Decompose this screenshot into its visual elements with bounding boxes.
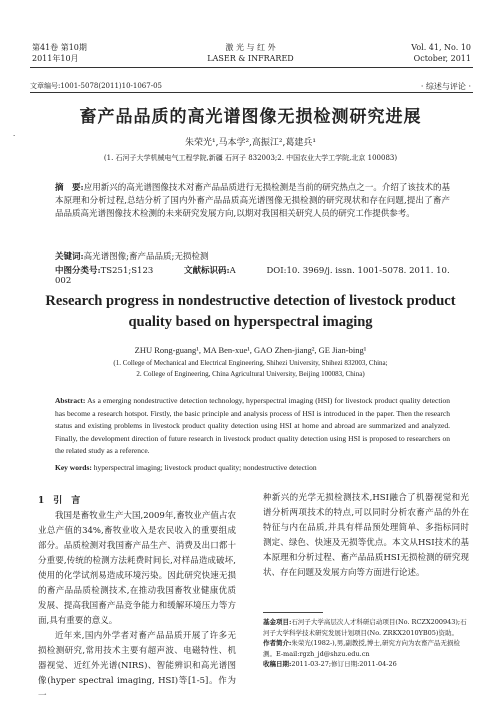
- article-rule: [30, 92, 473, 93]
- chinese-authors: 朱荣光¹,马本学²,高振江²,葛建兵¹: [184, 138, 316, 148]
- keywords-label: 关键词:: [55, 252, 84, 262]
- fund-label: 基金项目:: [263, 618, 292, 626]
- margin-mark: ·: [13, 132, 16, 140]
- section-heading: 1 引 言: [38, 496, 81, 506]
- author-label: 作者简介:: [263, 639, 292, 647]
- article-number: 文章编号:1001-5078(2011)10-1067-05: [30, 82, 162, 90]
- cls-label: 中图分类号:: [55, 266, 101, 276]
- right-column: [263, 491, 469, 581]
- header-rule: [30, 67, 473, 68]
- received-text: 2011-03-27;修订日期:2011-04-26: [291, 660, 397, 668]
- footnote-rule: [263, 612, 323, 613]
- english-keywords: [55, 463, 450, 472]
- fund-text: 石河子大学高层次人才科研启动项目(No. RCZX200943);石河子大学科学技术研究发展计划项目(No. ZRKX2010YB05)资助。: [263, 618, 467, 637]
- author-text: 朱荣光(1982-),男,副教授,博士,研究方向为农畜产品无损检测。E-mail:rgzh_jd@shzu.edu.cn: [263, 639, 460, 658]
- english-affiliation-line2: 2. College of Engineering, China Agricultural University, Beijing 100083, China): [136, 370, 365, 378]
- abstract-en-label: Abstract:: [55, 396, 86, 405]
- english-title-line2: quality based on hyperspectral imaging: [128, 314, 373, 330]
- chinese-title: 畜产品品质的高光谱图像无损检测研究进展: [79, 107, 422, 127]
- journal-name-cn: 激 光 与 红 外: [225, 43, 276, 52]
- issue-date: 2011年10月: [32, 54, 79, 63]
- classification-row: [55, 264, 450, 286]
- english-affiliation: [0, 358, 501, 380]
- english-affiliation-line1: (1. College of Mechanical and Electrical Engineering, Shihezi University, Shihezi 832003, China;: [113, 359, 388, 367]
- abstract-label: 摘 要:: [55, 183, 84, 193]
- doi: DOI:10. 3969/j. issn. 1001-5078. 2011. 10. 002: [55, 266, 450, 286]
- journal-name-en: LASER & INFRARED: [207, 54, 294, 63]
- english-abstract: [55, 395, 450, 458]
- english-title: [0, 291, 501, 333]
- cls-value: TS251;S123: [100, 266, 154, 276]
- abstract-en-text: As a emerging nondestructive detection technology, hyperspectral imaging (HSI) for livestock product quality detection has become a research hotspot. Firstly, the basic principle and analysis process of HSI is introduced in the paper. Then the research status and existing problems in livestock product quality detection using HSI at home and abroad are summarized and analyzed. Finally, the development direction of future research in livestock product quality detection using HSI is proposed to researchers on the related study as a reference.: [55, 396, 450, 455]
- left-column: [38, 509, 236, 704]
- received-label: 收稿日期:: [263, 660, 292, 668]
- volume-issue: 第41卷 第10期: [32, 43, 87, 52]
- paragraph: 种新兴的光学无损检测技术,HSI融合了机器视觉和光谱分析两项技术的特点,可以同时分析农畜产品的外在特征与内在品质,并具有样品预处理简单、多指标同时测定、绿色、快速及无损等优点。本文从HSI技术的基本原理和分析过程、畜产品品质HSI无损检测的研究现状、存在问题及发展方向等方面进行论述。: [263, 493, 469, 578]
- keywords-en-text: hyperspectral imaging; livestock product quality; nondestructive detection: [93, 463, 317, 472]
- english-authors: ZHU Rong-guang¹, MA Ben-xue¹, GAO Zhen-jiang², GE Jian-bing¹: [134, 345, 367, 355]
- paragraph: 近年来,国内外学者对畜产品品质开展了许多无损检测研究,常用技术主要有超声波、电磁特性、机器视觉、近红外光谱(NIRS)、智能辨识和高光谱图像(hyper spectral imaging, HSI)等[1-5]。作为一: [38, 631, 236, 701]
- english-title-line1: Research progress in nondestructive detection of livestock product: [45, 293, 456, 309]
- column-tag: · 综述与评论 ·: [420, 82, 471, 91]
- keywords-en-label: Key words:: [55, 463, 92, 472]
- paragraph: 我国是畜牧业生产大国,2009年,畜牧业产值占农业总产值的34%,畜牧业收入是农民收入的重要组成部分。品质检测对我国畜产品生产、消费及出口都十分重要,传统的检测方法耗费时间长,对样品造成破坏,使用的化学试剂易造成环境污染。因此研究快速无损的畜产品品质检测技术,在推动我国畜牧业健康优质发展、提高我国畜产品竞争能力和缓解环境压力等方面,具有重要的意义。: [38, 511, 236, 626]
- keywords-text: 高光谱图像;畜产品品质;无损检测: [83, 252, 209, 262]
- doc-value: A: [229, 266, 236, 276]
- journal-header: [0, 0, 501, 62]
- issue-date-en: October, 2011: [413, 54, 471, 63]
- chinese-abstract: [55, 182, 450, 221]
- volume-issue-en: Vol. 41, No. 10: [411, 43, 471, 52]
- footnote: [263, 617, 469, 670]
- header-right: [411, 42, 471, 64]
- abstract-text: 应用新兴的高光谱图像技术对畜产品品质进行无损检测是当前的研究热点之一。介绍了该技术的基本原理和分析过程,总结分析了国内外畜产品品质高光谱图像无损检测的研究现状和存在问题,提出了畜产品品质高光谱图像技术检测的未来研究发展方向,以期对我国相关研究人员的研究工作提供参考。: [55, 183, 450, 219]
- chinese-affiliation: (1. 石河子大学机械电气工程学院,新疆 石河子 832003;2. 中国农业大学工学院,北京 100083): [103, 154, 398, 162]
- doc-label: 文献标识码:: [183, 266, 230, 276]
- chinese-keywords: [55, 250, 208, 262]
